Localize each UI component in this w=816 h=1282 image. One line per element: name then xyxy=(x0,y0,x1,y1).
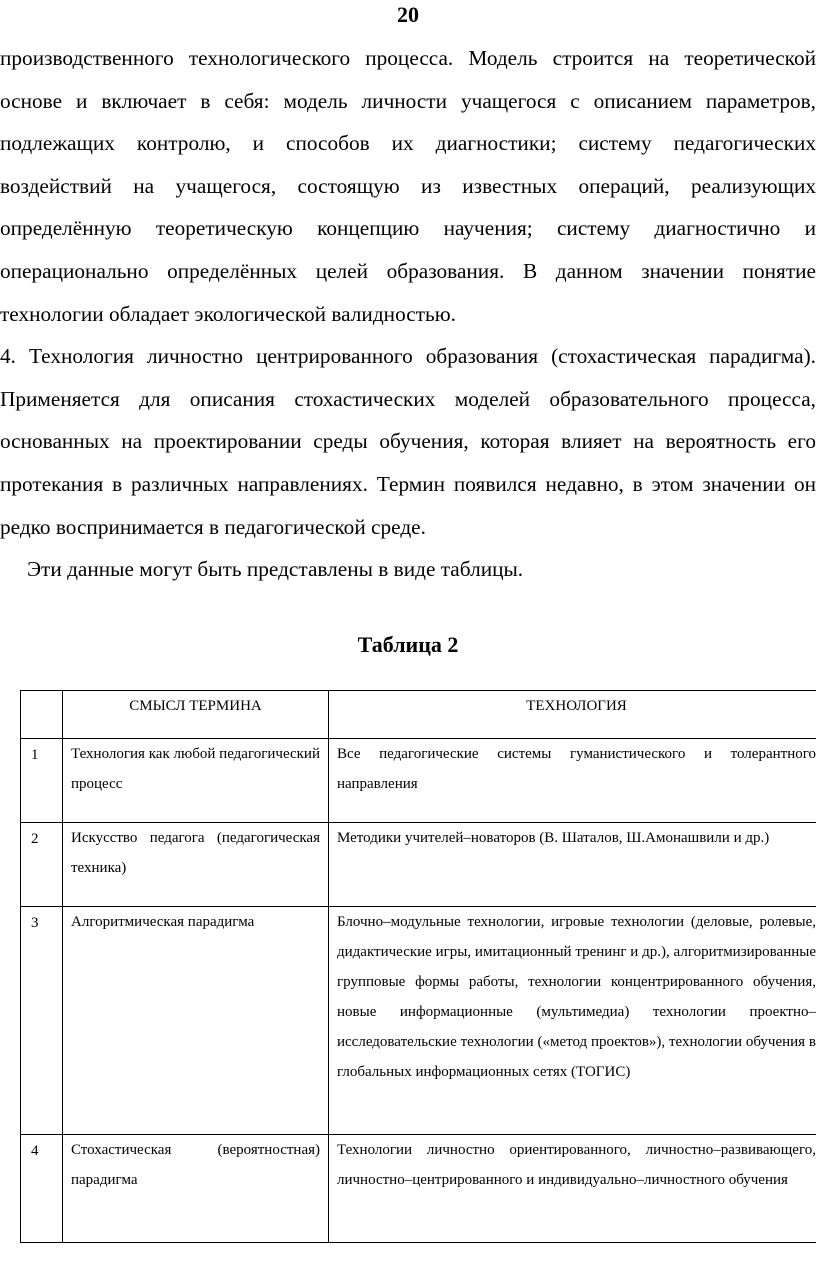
row-technology: Блочно–модульные технологии, игровые технологии (деловые, ролевые, дидактические игры, имитационный тренинг и др.), алгоритмизированные групповые формы работы, технологии концентрированного обучения, новые информационные (мультимедиа) технологии проектно–исследовательские технологии («метод проектов»), технологии обучения в глобальных информационных сетях (ТОГИС) xyxy=(329,907,816,1135)
row-number: 3 xyxy=(21,907,63,1135)
table-row xyxy=(21,1135,816,1243)
row-technology: Все педагогические системы гуманистического и толерантного направления xyxy=(329,739,816,823)
table-row xyxy=(21,823,816,907)
paragraph-item-4: 4. Технология личностно центрированного образования (стохастическая парадигма). Применяется для описания стохастических моделей образовательного процесса, основанных на проектировании среды обучения, которая влияет на вероятность его протекания в различных направлениях. Термин появился недавно, в этом значении он редко воспринимается в педагогической среде. xyxy=(0,344,816,539)
header-number xyxy=(21,691,63,739)
row-number: 1 xyxy=(21,739,63,823)
row-number: 2 xyxy=(21,823,63,907)
paragraph-continuation: производственного технологического процесса. Модель строится на теоретической основе и включает в себя: модель личности учащегося с описанием параметров, подлежащих контролю, и способов их диагностики; систему педагогических воздействий на учащегося, состоящую из известных операций, реализующих определённую теоретическую концепцию научения; систему диагностично и операционально определённых целей образования. В данном значении понятие технологии обладает экологической валидностью. xyxy=(0,46,816,326)
row-number: 4 xyxy=(21,1135,63,1243)
row-meaning: Стохастическая (вероятностная) парадигма xyxy=(63,1135,329,1243)
header-technology: ТЕХНОЛОГИЯ xyxy=(329,691,816,739)
body-text xyxy=(0,37,816,591)
row-meaning: Искусство педагога (педагогическая техника) xyxy=(63,823,329,907)
terms-table xyxy=(20,690,816,1243)
row-meaning: Алгоритмическая парадигма xyxy=(63,907,329,1135)
row-technology: Технологии личностно ориентированного, личностно–развивающего, личностно–центрированного и индивидуально–личностного обучения xyxy=(329,1135,816,1243)
table-row xyxy=(21,739,816,823)
table-header-row xyxy=(21,691,816,739)
row-meaning: Технология как любой педагогический процесс xyxy=(63,739,329,823)
row-technology: Методики учителей–новаторов (В. Шаталов, Ш.Амонашвили и др.) xyxy=(329,823,816,907)
paragraph-table-intro: Эти данные могут быть представлены в виде таблицы. xyxy=(27,557,524,582)
header-meaning: СМЫСЛ ТЕРМИНА xyxy=(63,691,329,739)
table-caption: Таблица 2 xyxy=(357,632,459,657)
page-number: 20 xyxy=(397,2,419,27)
table-row xyxy=(21,907,816,1135)
